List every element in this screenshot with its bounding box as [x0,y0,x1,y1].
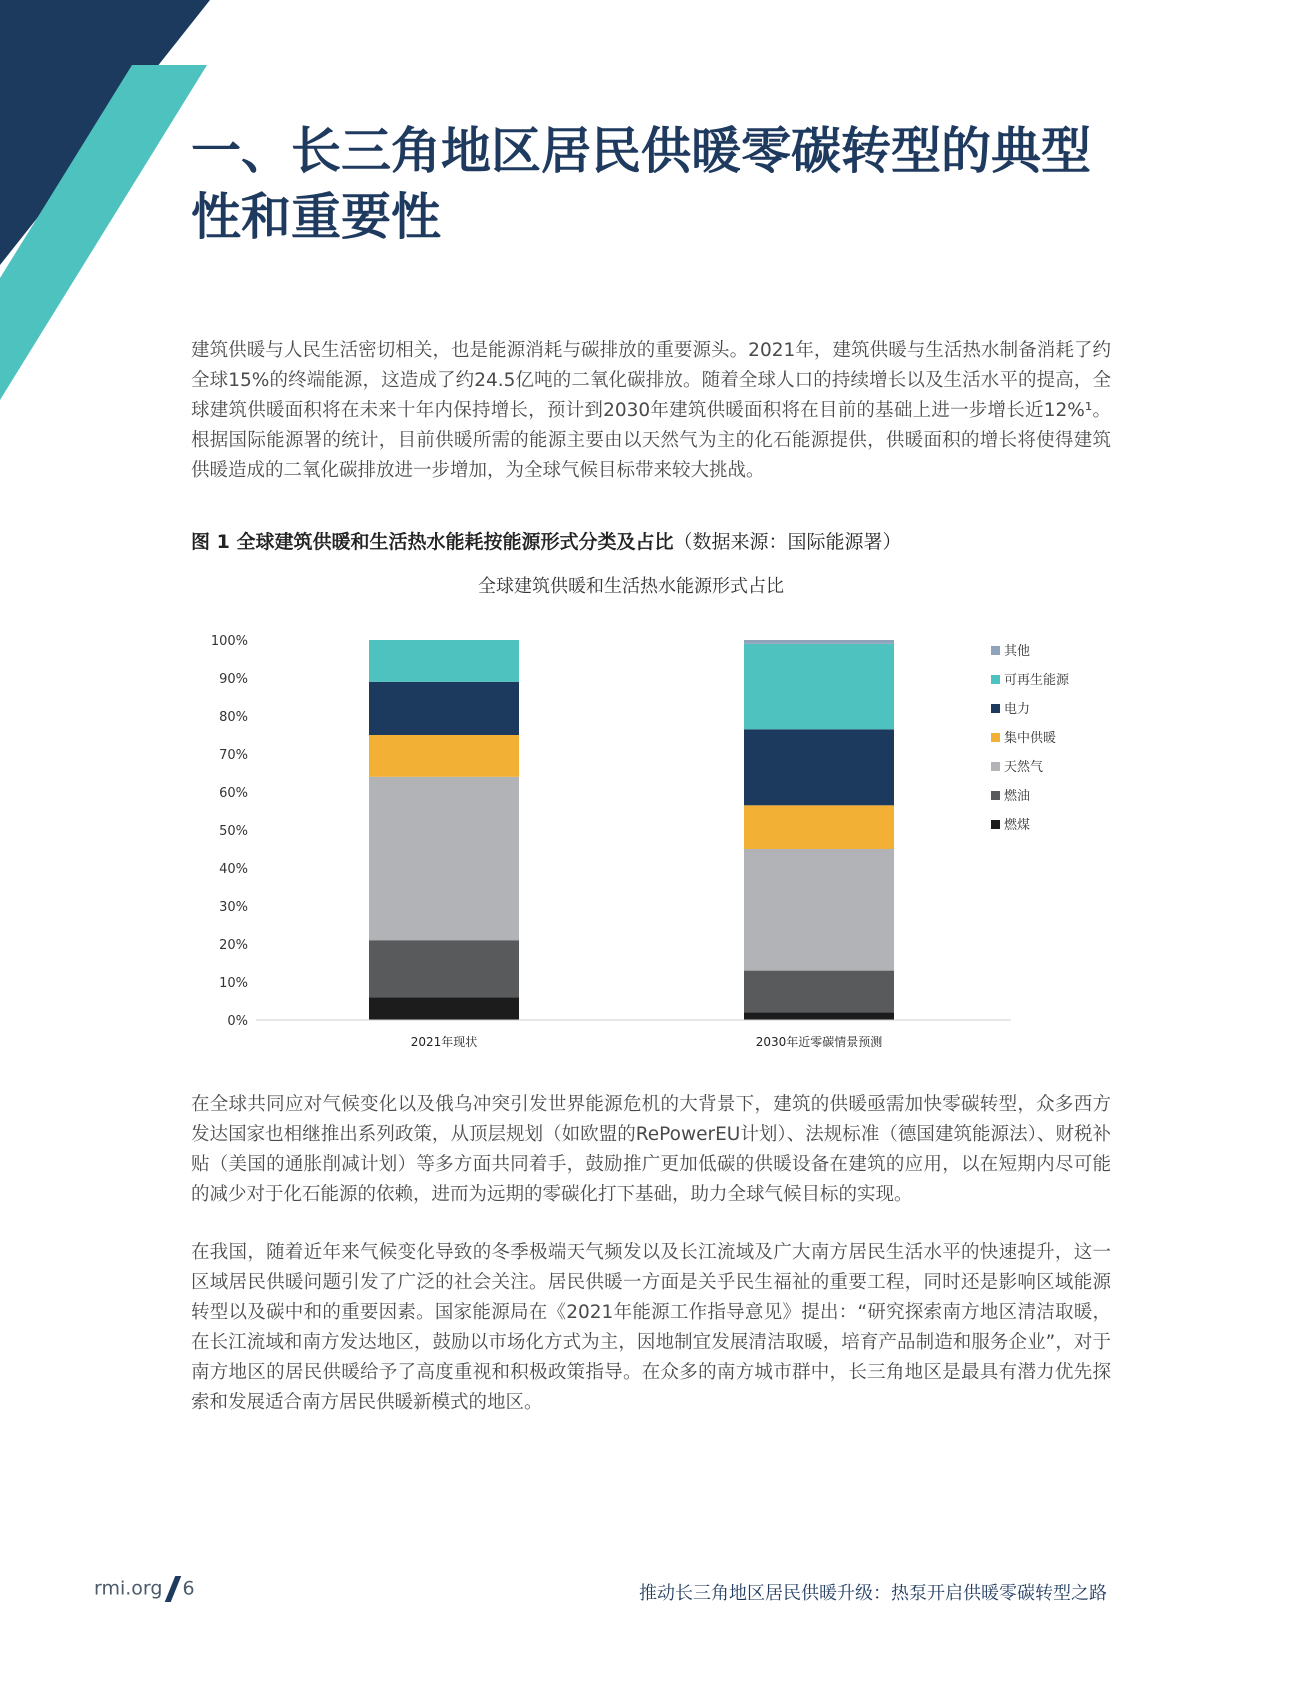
y-tick-label: 40% [219,862,248,877]
bar-segment [744,1012,894,1020]
legend-label: 其他 [1004,644,1031,659]
figure-caption-source: （数据来源：国际能源署） [673,531,902,553]
bar-segment [369,682,519,735]
legend-swatch [991,791,1000,800]
bar-segment [744,971,894,1013]
figure-caption-title: 图 1 全球建筑供暖和生活热水能耗按能源形式分类及占比 [191,531,674,553]
bar-segment [744,729,894,805]
legend-swatch [991,675,1000,684]
bar-segment [744,849,894,971]
legend-label: 天然气 [1004,760,1044,775]
chart-title: 全球建筑供暖和生活热水能源形式占比 [478,576,784,597]
heading-line-1: 一、长三角地区居民供暖零碳转型的典型 [191,122,1091,180]
legend-label: 电力 [1004,702,1031,717]
legend-label: 集中供暖 [1004,731,1057,746]
y-tick-label: 10% [219,976,248,991]
section-heading [191,118,1131,250]
footer-site [94,1576,195,1602]
site-link[interactable]: rmi.org [94,1577,163,1600]
y-tick-label: 90% [219,672,248,687]
bar-segment [369,777,519,940]
legend-label: 燃油 [1004,789,1031,804]
y-tick-label: 0% [227,1014,248,1029]
legend-swatch [991,762,1000,771]
y-tick-label: 100% [210,634,248,649]
y-tick-label: 70% [219,748,248,763]
bar-segment [744,644,894,730]
x-category-label: 2021年现状 [410,1035,478,1049]
bar-segment [369,640,519,682]
x-category-label: 2030年近零碳情景预测 [755,1035,883,1049]
legend-label: 燃煤 [1004,818,1031,833]
figure-caption [191,527,901,554]
slash-divider [165,1576,182,1602]
stacked-bar-chart [191,570,1071,1065]
bar-segment [744,640,894,644]
bar-segment [369,940,519,997]
bar-segment [369,997,519,1020]
heading-line-2: 性和重要性 [191,188,441,246]
china-paragraph: 在我国，随着近年来气候变化导致的冬季极端天气频发以及长江流域及广大南方居民生活水平的快速提升，这一区域居民供暖问题引发了广泛的社会关注。居民供暖一方面是关乎民生福祉的重要工程，同时还是影响区域能源转型以及碳中和的重要因素。国家能源局在《2021年能源工作指导意见》提出：“研究探索南方地区清洁取暖，在长江流域和南方发达地区，鼓励以市场化方式为主，因地制宜发展清洁取暖，培育产品制造和服务企业”，对于南方地区的居民供暖给予了高度重视和积极政策指导。在众多的南方城市群中，长三角地区是最具有潜力优先探索和发展适合南方居民供暖新模式的地区。 [191,1242,1111,1413]
legend-swatch [991,704,1000,713]
bar-segment [744,805,894,849]
legend-swatch [991,733,1000,742]
legend-swatch [991,646,1000,655]
y-tick-label: 60% [219,786,248,801]
legend-swatch [991,820,1000,829]
page-number: 6 [182,1577,195,1600]
intro-paragraph: 建筑供暖与人民生活密切相关，也是能源消耗与碳排放的重要源头。2021年，建筑供暖与生活热水制备消耗了约全球15%的终端能源，这造成了约24.5亿吨的二氧化碳排放。随着全球人口的持续增长以及生活水平的提高，全球建筑供暖面积将在未来十年内保持增长，预计到2030年建筑供暖面积将在目前的基础上进一步增长近12%¹。根据国际能源署的统计，目前供暖所需的能源主要由以天然气为主的化石能源提供，供暖面积的增长将使得建筑供暖造成的二氧化碳排放进一步增加，为全球气候目标带来较大挑战。 [191,340,1111,481]
bar-segment [369,735,519,777]
y-tick-label: 50% [219,824,248,839]
policy-paragraph: 在全球共同应对气候变化以及俄乌冲突引发世界能源危机的大背景下，建筑的供暖亟需加快零碳转型，众多西方发达国家也相继推出系列政策，从顶层规划（如欧盟的RePowerEU计划）、法规标准（德国建筑能源法）、财税补贴（美国的通胀削减计划）等多方面共同着手，鼓励推广更加低碳的供暖设备在建筑的应用，以在短期内尽可能的减少对于化石能源的依赖，进而为远期的零碳化打下基础，助力全球气候目标的实现。 [191,1094,1111,1205]
y-tick-label: 30% [219,900,248,915]
legend-label: 可再生能源 [1004,673,1070,688]
y-tick-label: 80% [219,710,248,725]
y-tick-label: 20% [219,938,248,953]
footer-report-title: 推动长三角地区居民供暖升级：热泵开启供暖零碳转型之路 [639,1583,1107,1604]
corner-decoration [0,0,220,400]
